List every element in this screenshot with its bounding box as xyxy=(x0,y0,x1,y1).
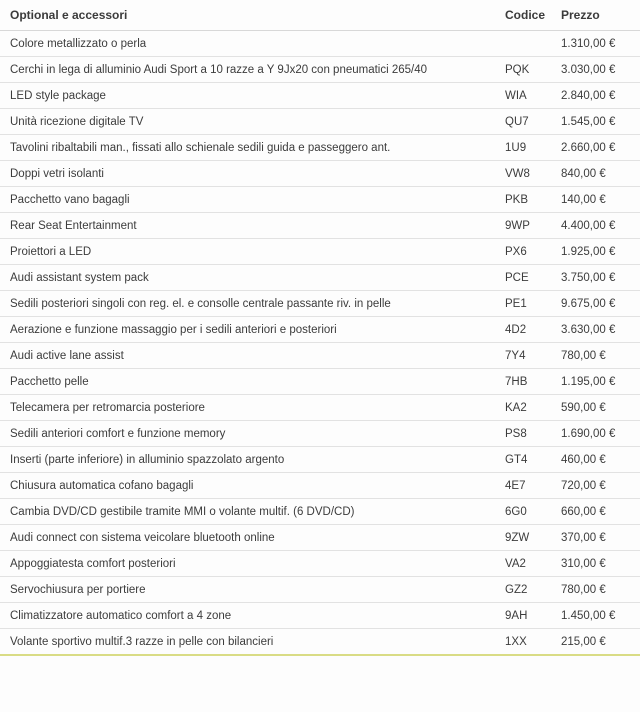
option-name-cell: Unità ricezione digitale TV xyxy=(0,109,505,135)
option-price-cell: 310,00 € xyxy=(561,551,640,577)
option-code-cell: 1XX xyxy=(505,635,527,648)
option-price-cell: 3.750,00 € xyxy=(561,265,640,291)
option-code-cell: VW8 xyxy=(505,161,561,187)
option-price-cell: 720,00 € xyxy=(561,473,640,499)
option-code-cell: QU7 xyxy=(505,109,561,135)
table-row xyxy=(0,109,640,135)
option-name-cell: Audi connect con sistema veicolare bluetooth online xyxy=(0,525,505,551)
option-price-cell: 1.925,00 € xyxy=(561,239,640,265)
option-price-cell: 9.675,00 € xyxy=(561,291,640,317)
option-name-cell: Audi assistant system pack xyxy=(0,265,505,291)
table-row xyxy=(0,525,640,551)
table-row xyxy=(0,57,640,83)
option-name-cell: Tavolini ribaltabili man., fissati allo schienale sedili guida e passeggero ant. xyxy=(0,135,505,161)
table-row xyxy=(0,213,640,239)
option-price-cell: 215,00 € xyxy=(561,635,606,648)
option-name-cell: Proiettori a LED xyxy=(0,239,505,265)
option-name-cell: Telecamera per retromarcia posteriore xyxy=(0,395,505,421)
option-price-cell: 4.400,00 € xyxy=(561,213,640,239)
option-name-cell: Chiusura automatica cofano bagagli xyxy=(0,473,505,499)
header-code: Codice xyxy=(505,0,561,31)
option-code-cell: PCE xyxy=(505,265,561,291)
table-row xyxy=(0,265,640,291)
option-code-cell: PS8 xyxy=(505,421,561,447)
table-row xyxy=(0,369,640,395)
table-row xyxy=(0,317,640,343)
table-row xyxy=(0,343,640,369)
option-name-cell: Pacchetto vano bagagli xyxy=(0,187,505,213)
table-row xyxy=(0,83,640,109)
option-price-cell: 1.690,00 € xyxy=(561,421,640,447)
option-price-cell: 1.195,00 € xyxy=(561,369,640,395)
table-row xyxy=(0,291,640,317)
option-price-cell: 1.450,00 € xyxy=(561,603,640,629)
option-code-cell: GT4 xyxy=(505,447,561,473)
option-code-cell: GZ2 xyxy=(505,577,561,603)
option-name-cell: Rear Seat Entertainment xyxy=(0,213,505,239)
option-price-cell: 780,00 € xyxy=(561,343,640,369)
table-row xyxy=(0,135,640,161)
option-code-cell: 9WP xyxy=(505,213,561,239)
header-price: Prezzo xyxy=(561,0,640,31)
table-row xyxy=(0,31,640,57)
option-price-cell: 1.545,00 € xyxy=(561,109,640,135)
option-name-cell: Servochiusura per portiere xyxy=(0,577,505,603)
option-name-cell: Inserti (parte inferiore) in alluminio spazzolato argento xyxy=(0,447,505,473)
option-code-cell: 9ZW xyxy=(505,525,561,551)
table-row xyxy=(0,551,640,577)
option-price-cell: 3.630,00 € xyxy=(561,317,640,343)
table-header xyxy=(0,0,640,31)
table-row xyxy=(0,161,640,187)
table-row xyxy=(0,629,640,656)
option-price-cell: 370,00 € xyxy=(561,525,640,551)
option-code-cell: 1U9 xyxy=(505,135,561,161)
option-name-cell: Appoggiatesta comfort posteriori xyxy=(0,551,505,577)
option-name-cell: Sedili posteriori singoli con reg. el. e consolle centrale passante riv. in pelle xyxy=(0,291,505,317)
option-name-cell: Climatizzatore automatico comfort a 4 zone xyxy=(0,603,505,629)
table-row xyxy=(0,499,640,525)
option-price-cell: 1.310,00 € xyxy=(561,31,640,57)
option-code-cell: 7Y4 xyxy=(505,343,561,369)
option-name-cell: Volante sportivo multif.3 razze in pelle con bilancieri xyxy=(10,635,274,648)
option-name-cell: LED style package xyxy=(0,83,505,109)
option-code-cell: WIA xyxy=(505,83,561,109)
option-price-cell: 2.660,00 € xyxy=(561,135,640,161)
option-code-cell: PQK xyxy=(505,57,561,83)
option-code-cell: 9AH xyxy=(505,603,561,629)
table-row xyxy=(0,473,640,499)
table-row xyxy=(0,577,640,603)
option-name-cell: Cambia DVD/CD gestibile tramite MMI o volante multif. (6 DVD/CD) xyxy=(0,499,505,525)
table-row xyxy=(0,187,640,213)
option-code-cell: 4D2 xyxy=(505,317,561,343)
option-name-cell: Pacchetto pelle xyxy=(0,369,505,395)
option-code-cell: PX6 xyxy=(505,239,561,265)
table-row xyxy=(0,421,640,447)
table-row xyxy=(0,447,640,473)
option-code-cell: 6G0 xyxy=(505,499,561,525)
option-name-cell: Cerchi in lega di alluminio Audi Sport a 10 razze a Y 9Jx20 con pneumatici 265/40 xyxy=(0,57,505,83)
option-price-cell: 590,00 € xyxy=(561,395,640,421)
option-price-cell: 460,00 € xyxy=(561,447,640,473)
header-name: Optional e accessori xyxy=(0,0,505,31)
option-name-cell: Sedili anteriori comfort e funzione memory xyxy=(0,421,505,447)
option-code-cell: 7HB xyxy=(505,369,561,395)
option-name-cell: Doppi vetri isolanti xyxy=(0,161,505,187)
option-name-cell: Colore metallizzato o perla xyxy=(0,31,505,57)
option-code-cell: PKB xyxy=(505,187,561,213)
option-price-cell: 840,00 € xyxy=(561,161,640,187)
table-row xyxy=(0,395,640,421)
option-price-cell: 3.030,00 € xyxy=(561,57,640,83)
table-row xyxy=(0,239,640,265)
option-code-cell: KA2 xyxy=(505,395,561,421)
option-code-cell xyxy=(505,31,561,57)
table-header-row xyxy=(0,0,640,31)
option-code-cell: 4E7 xyxy=(505,473,561,499)
table-body xyxy=(0,31,640,656)
option-price-cell: 780,00 € xyxy=(561,577,640,603)
option-name-cell: Audi active lane assist xyxy=(0,343,505,369)
option-price-cell: 2.840,00 € xyxy=(561,83,640,109)
option-price-cell: 660,00 € xyxy=(561,499,640,525)
option-name-cell: Aerazione e funzione massaggio per i sedili anteriori e posteriori xyxy=(0,317,505,343)
option-code-cell: VA2 xyxy=(505,551,561,577)
option-code-cell: PE1 xyxy=(505,291,561,317)
table-row xyxy=(0,603,640,629)
option-price-cell: 140,00 € xyxy=(561,187,640,213)
